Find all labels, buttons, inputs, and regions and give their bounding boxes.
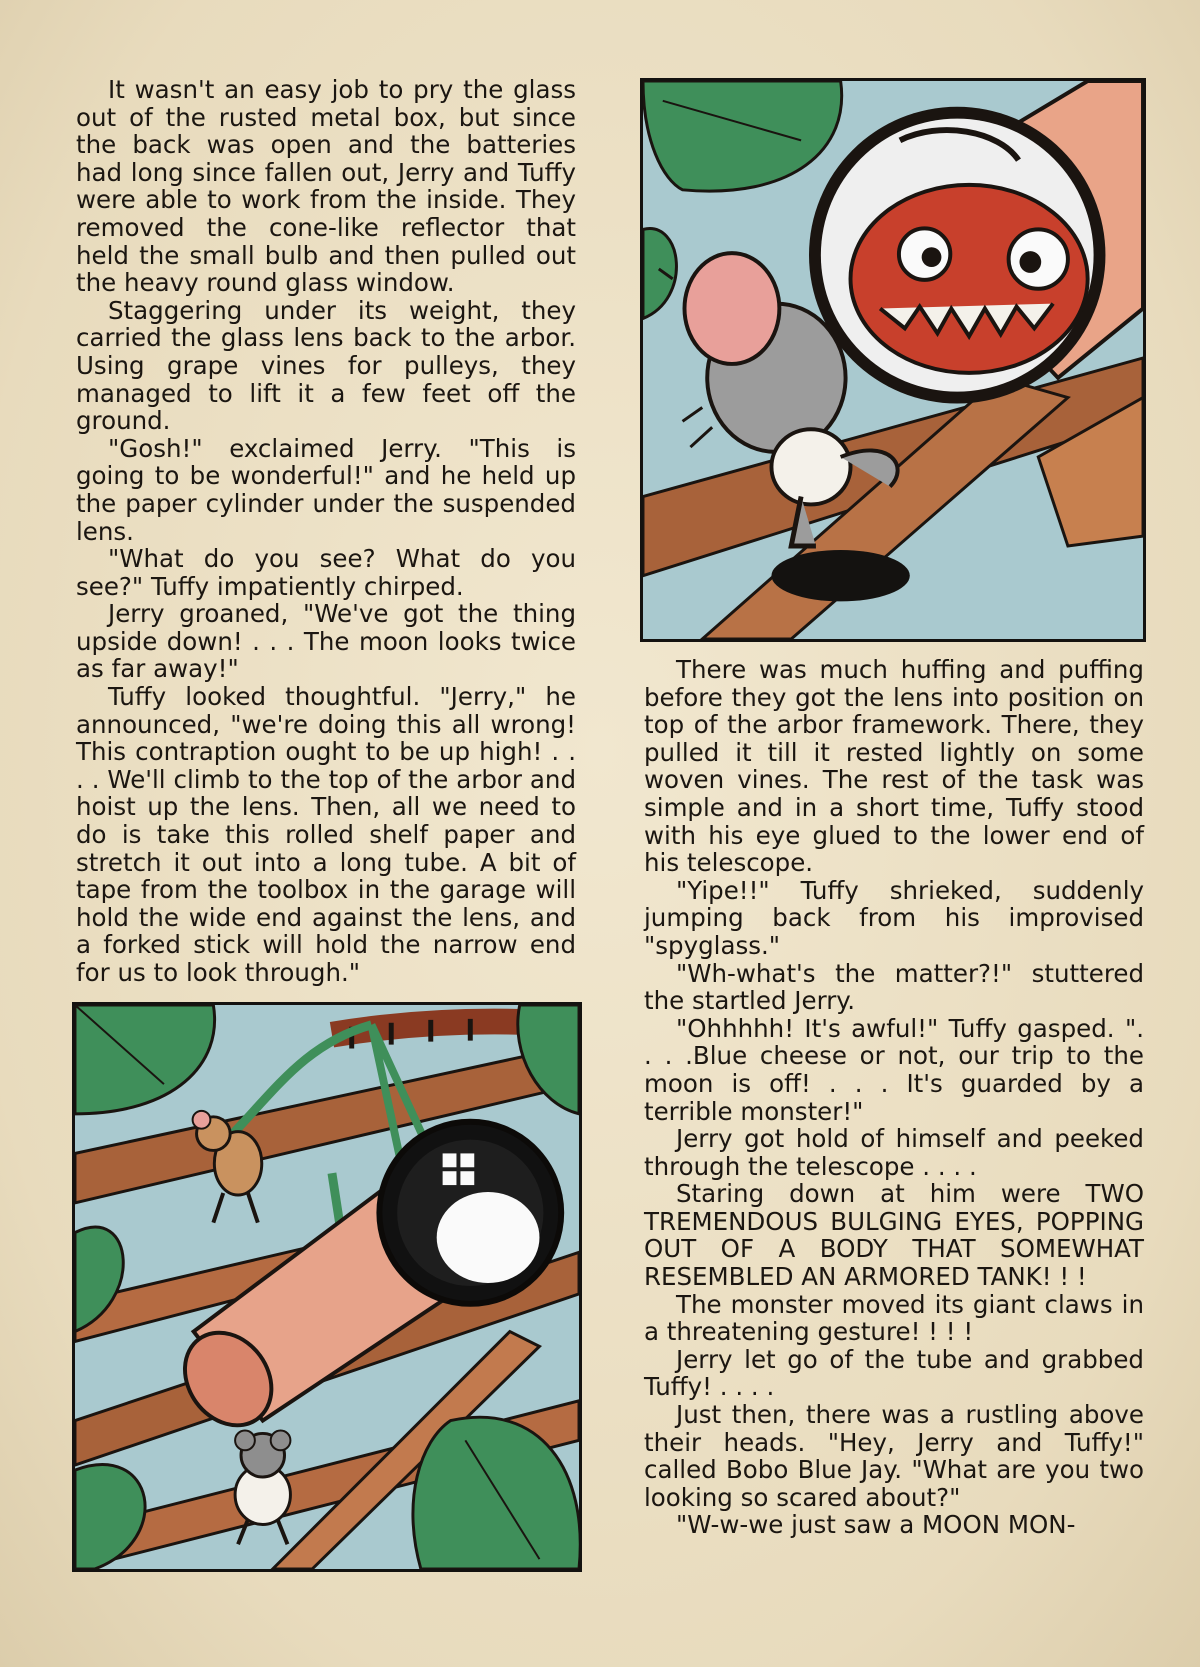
illustration-panel-hoisting-lens (72, 1002, 582, 1572)
paragraph: "W-w-we just saw a MOON MON- (676, 1510, 1076, 1540)
paragraph: The monster moved its giant claws in a threatening gesture! ! ! ! (644, 1289, 1144, 1347)
paragraph: Jerry let go of the tube and grabbed Tuffy! . . . . (644, 1344, 1144, 1402)
paragraph: "Wh-what's the matter?!" stuttered the startled Jerry. (644, 958, 1144, 1016)
paragraph: "Yipe!!" Tuffy shrieked, suddenly jumping back from his improvised "spyglass." (644, 875, 1144, 960)
paragraph: It wasn't an easy job to pry the glass out of the rusted metal box, but since the back was open and the batteries had long since fallen out, Jerry and Tuffy were able to work from the inside. They removed the cone-like reflector that held the small bulb and then pulled out the heavy round glass window. (76, 75, 576, 298)
paragraph: Jerry got hold of himself and peeked through the telescope . . . . (644, 1124, 1144, 1181)
story-text-right-column (644, 656, 1144, 1539)
paragraph: "What do you see? What do you see?" Tuffy impatiently chirped. (76, 544, 576, 601)
paragraph: Staring down at him were TWO TREMENDOUS BULGING EYES, POPPING OUT OF A BODY THAT SOMEWHAT RESEMBLED AN ARMORED TANK! ! ! (644, 1179, 1144, 1292)
paragraph: Tuffy looked thoughtful. "Jerry," he announced, "we're doing this all wrong! This contraption ought to be up high! . . . . We'll climb to the top of the arbor and hoist up the lens. Then, all we need to do is take this rolled shelf paper and stretch it out into a long tube. A bit of tape from the toolbox in the garage will hold the wide end against the lens, and a forked stick will hold the narrow end for us to look through." (76, 682, 576, 987)
paragraph: "Ohhhhh! It's awful!" Tuffy gasped. ". . . .Blue cheese or not, our trip to the moon is off! . . . It's guarded by a terrible monster!" (644, 1013, 1144, 1126)
illustration-panel-monster-in-lens (640, 78, 1146, 642)
paragraph: Jerry groaned, "We've got the thing upside down! . . . The moon looks twice as far away!" (76, 599, 576, 684)
story-text-left-column (76, 76, 576, 987)
monster-in-lens-illustration (643, 81, 1143, 639)
hoisting-lens-illustration (75, 1005, 579, 1569)
paragraph: Staggering under its weight, they carried the glass lens back to the arbor. Using grape vines for pulleys, they managed to lift it a few feet off the ground. (76, 295, 576, 436)
paragraph: "Gosh!" exclaimed Jerry. "This is going to be wonderful!" and he held up the paper cylinder under the suspended lens. (76, 433, 576, 546)
paragraph: There was much huffing and puffing before they got the lens into position on top of the arbor framework. There, they pulled it till it rested lightly on some woven vines. The rest of the task was simple and in a short time, Tuffy stood with his eye glued to the lower end of his telescope. (644, 655, 1144, 878)
paragraph: Just then, there was a rustling above their heads. "Hey, Jerry and Tuffy!" called Bobo Blue Jay. "What are you two looking so scared about?" (644, 1400, 1144, 1512)
